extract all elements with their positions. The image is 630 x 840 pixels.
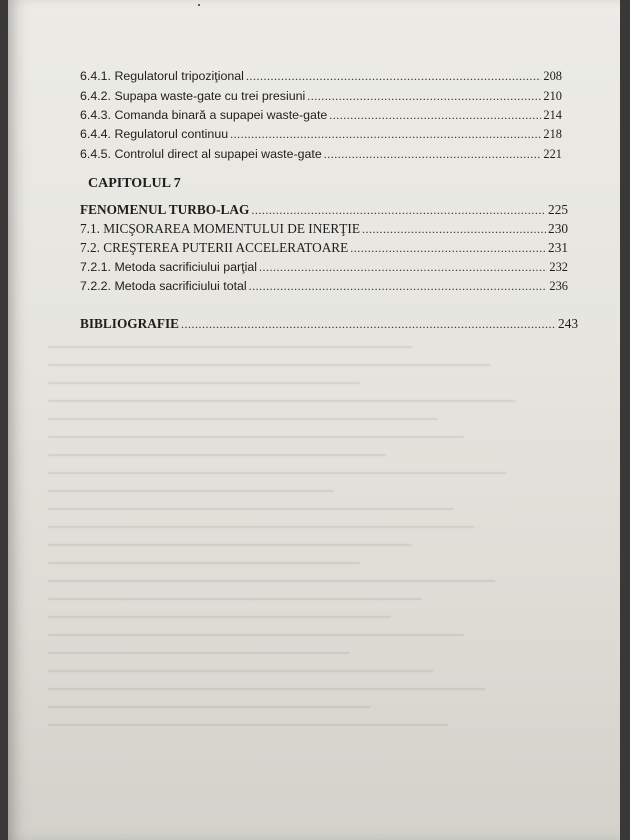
chapter-heading: CAPITOLUL 7 xyxy=(88,176,181,191)
toc-entry-label: 6.4.1. Regulatorul tripoziţional xyxy=(80,69,244,83)
leader-dots xyxy=(251,203,546,218)
toc-entry-label: 6.4.5. Controlul direct al supapei waste-gate xyxy=(80,147,322,161)
leader-dots xyxy=(230,127,541,142)
toc-entry-7-2 xyxy=(80,240,568,256)
toc-entry-label: BIBLIOGRAFIE xyxy=(80,316,180,331)
leader-dots xyxy=(181,317,556,332)
leader-dots xyxy=(362,222,546,237)
toc-entry-6-4-4 xyxy=(80,127,562,142)
book-page xyxy=(8,0,620,840)
toc-entry-label: FENOMENUL TURBO-LAG xyxy=(80,202,250,217)
toc-entry-page: 221 xyxy=(543,147,562,161)
toc-entry-label: 7.2.2. Metoda sacrificiului total xyxy=(80,279,247,293)
toc-entry-7-2-2 xyxy=(80,279,568,294)
toc-entry-label: 7.2. CREŞTEREA PUTERII ACCELERATOARE xyxy=(80,240,349,255)
toc-entry-label: 6.4.2. Supapa waste-gate cu trei presiuni xyxy=(80,89,306,103)
toc-entry-7-1 xyxy=(80,221,568,237)
toc-entry-page: 214 xyxy=(543,108,562,122)
toc-entry-page: 218 xyxy=(543,127,562,141)
toc-entry-6-4-5 xyxy=(80,147,562,162)
toc-entry-page: 236 xyxy=(549,279,568,293)
toc-entry-6-4-1 xyxy=(80,69,562,84)
toc-entry-page: 232 xyxy=(549,260,568,274)
toc-entry-6-4-3 xyxy=(80,108,562,123)
toc-entry-page: 231 xyxy=(548,240,568,255)
toc-entry-6-4-2 xyxy=(80,89,562,104)
toc-entry-label: 7.1. MICŞORAREA MOMENTULUI DE INERŢIE xyxy=(80,221,360,236)
toc-entry-page: 225 xyxy=(548,202,568,217)
toc-entry-label: 7.2.1. Metoda sacrificiului parţial xyxy=(80,260,257,274)
leader-dots xyxy=(324,147,542,162)
leader-dots xyxy=(246,69,541,84)
toc-entry-page: 210 xyxy=(543,89,562,103)
leader-dots xyxy=(329,108,541,123)
toc-entry-label: 6.4.4. Regulatorul continuu xyxy=(80,127,229,141)
leader-dots xyxy=(259,260,547,275)
toc-entry-7-2-1 xyxy=(80,260,568,275)
ink-speck xyxy=(198,4,200,6)
toc-entry-page: 230 xyxy=(548,221,568,236)
leader-dots xyxy=(307,89,541,104)
toc-entry-page: 243 xyxy=(558,316,578,331)
toc-entry-bibliography xyxy=(80,316,578,332)
toc-entry-label: 6.4.3. Comanda binară a supapei waste-gate xyxy=(80,108,328,122)
leader-dots xyxy=(350,241,546,256)
show-through-text xyxy=(48,330,568,810)
toc-entry-page: 208 xyxy=(543,69,562,83)
toc-entry-turbo-lag xyxy=(80,202,568,218)
leader-dots xyxy=(249,279,548,294)
